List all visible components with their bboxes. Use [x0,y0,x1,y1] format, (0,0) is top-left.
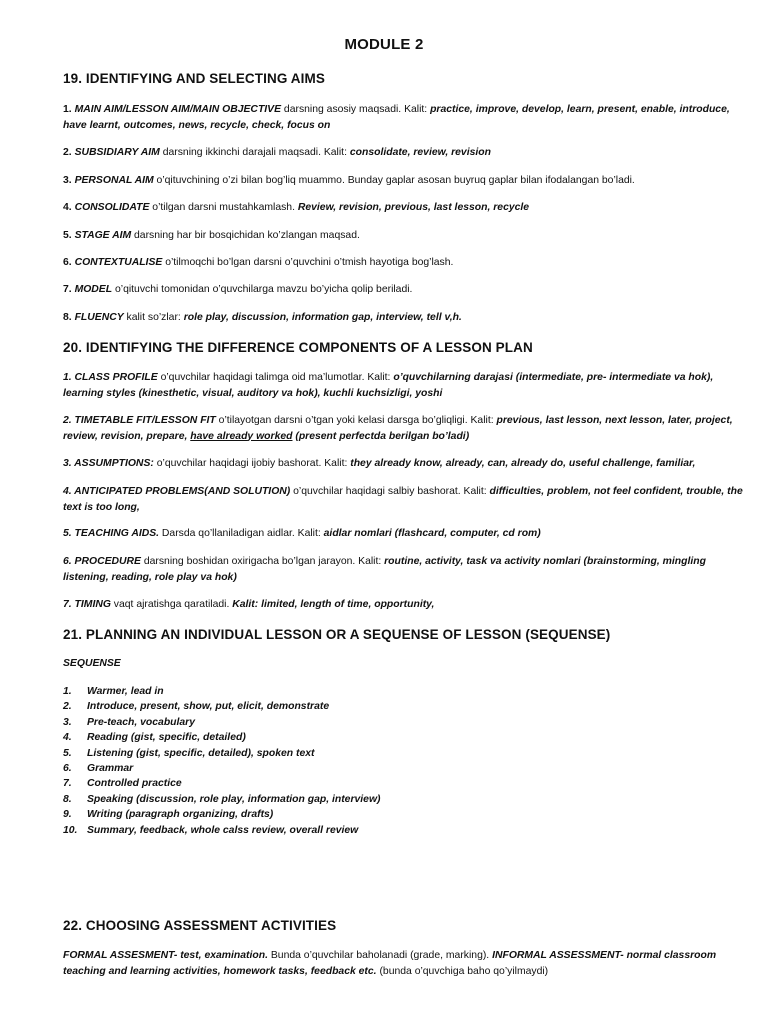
s19-item-3: 3. PERSONAL AIM o’qituvchining o’zi bilan bog’liq muammo. Bunday gaplar asosan buyruq gaplar bilan ifodalangan bo’ladi. [63,175,635,186]
list-item: 6. Grammar [63,762,134,774]
list-item: 10. Summary, feedback, whole calss review, overall review [63,824,359,836]
section-21-heading: 21. PLANNING AN INDIVIDUAL LESSON OR A SEQUENSE OF LESSON (SEQUENSE) [63,627,611,642]
list-item: 3. Pre-teach, vocabulary [63,716,195,728]
s20-item-7: 7. TIMING vaqt ajratishga qaratiladi. Kalit: limited, length of time, opportunity, [63,599,435,610]
s19-item-7: 7. MODEL o’qituvchi tomonidan o’quvchilarga mavzu bo’yicha qolip beriladi. [63,284,413,295]
list-item: 8. Speaking (discussion, role play, information gap, interview) [63,793,381,805]
s19-item-2: 2. SUBSIDIARY AIM darsning ikkinchi darajali maqsadi. Kalit: consolidate, review, revision [63,147,491,158]
list-item: 2. Introduce, present, show, put, elicit, demonstrate [63,701,330,713]
list-item: 7. Controlled practice [63,778,182,790]
sequense-subheading: SEQUENSE [63,658,121,669]
section-19-heading: 19. IDENTIFYING AND SELECTING AIMS [63,71,325,86]
list-item: 4. Reading (gist, specific, detailed) [63,732,246,744]
s20-item-6: 6. PROCEDURE darsning boshidan oxirigacha bo’lgan jarayon. Kalit: routine, activity, task va activity nomlari (brainstorming, mingling listening, reading, role play va hok) [63,556,706,583]
sequense-list [63,684,381,838]
section-20-heading: 20. IDENTIFYING THE DIFFERENCE COMPONENTS OF A LESSON PLAN [63,340,533,355]
s19-item-8: 8. FLUENCY kalit so’zlar: role play, discussion, information gap, interview, tell v,h. [63,312,462,323]
s20-item-5: 5. TEACHING AIDS. Darsda qo’llaniladigan aidlar. Kalit: aidlar nomlari (flashcard, computer, cd rom) [63,528,541,539]
list-item: 9. Writing (paragraph organizing, drafts) [63,809,274,821]
page-title: MODULE 2 [344,36,424,53]
section-22-heading: 22. CHOOSING ASSESSMENT ACTIVITIES [63,918,337,933]
s19-item-4: 4. CONSOLIDATE o’tilgan darsni mustahkamlash. Review, revision, previous, last lesson, recycle [63,202,530,213]
s19-item-6: 6. CONTEXTUALISE o’tilmoqchi bo’lgan darsni o’quvchini o’tmish hayotiga bog’lash. [63,257,454,268]
s20-item-3: 3. ASSUMPTIONS: o’quvchilar haqidagi ijobiy bashorat. Kalit: they already know, already, can, already do, useful challenge, familiar, [63,458,696,469]
assessment-paragraph: FORMAL ASSESMENT- test, examination. Bunda o’quvchilar baholanadi (grade, marking). INFORMAL ASSESSMENT- normal classroom teaching and learning activities, homework tasks, feedback etc. (bunda o’quvchiga baho qo’yilmaydi) [63,950,717,977]
s20-item-1: 1. CLASS PROFILE o’quvchilar haqidagi talimga oid ma’lumotlar. Kalit: o’quvchilarning darajasi (intermediate, pre- intermediate va hok), learning styles (kinesthetic, visual, auditory va hok), kuchli kuchsizligi, yoshi [63,372,714,399]
s20-item-4: 4. ANTICIPATED PROBLEMS(AND SOLUTION) o’quvchilar haqidagi salbiy bashorat. Kalit: difficulties, problem, not feel confident, trouble, the text is too long, [63,486,743,513]
list-item: 5. Listening (gist, specific, detailed), spoken text [63,747,315,759]
list-item: 1. Warmer, lead in [63,686,164,697]
s19-item-1: 1. MAIN AIM/LESSON AIM/MAIN OBJECTIVE darsning asosiy maqsadi. Kalit: practice, improve, develop, learn, present, enable, introduce, have learnt, outcomes, news, recycle, check, focus on [63,104,730,131]
s19-item-5: 5. STAGE AIM darsning har bir bosqichidan ko’zlangan maqsad. [63,230,360,241]
s20-item-2: 2. TIMETABLE FIT/LESSON FIT o’tilayotgan darsni o’tgan yoki kelasi darsga bo’gliqligi. Kalit: previous, last lesson, next lesson, later, project, review, revision, prepare, have already worked (present perfectda berilgan bo’ladi) [63,415,733,442]
